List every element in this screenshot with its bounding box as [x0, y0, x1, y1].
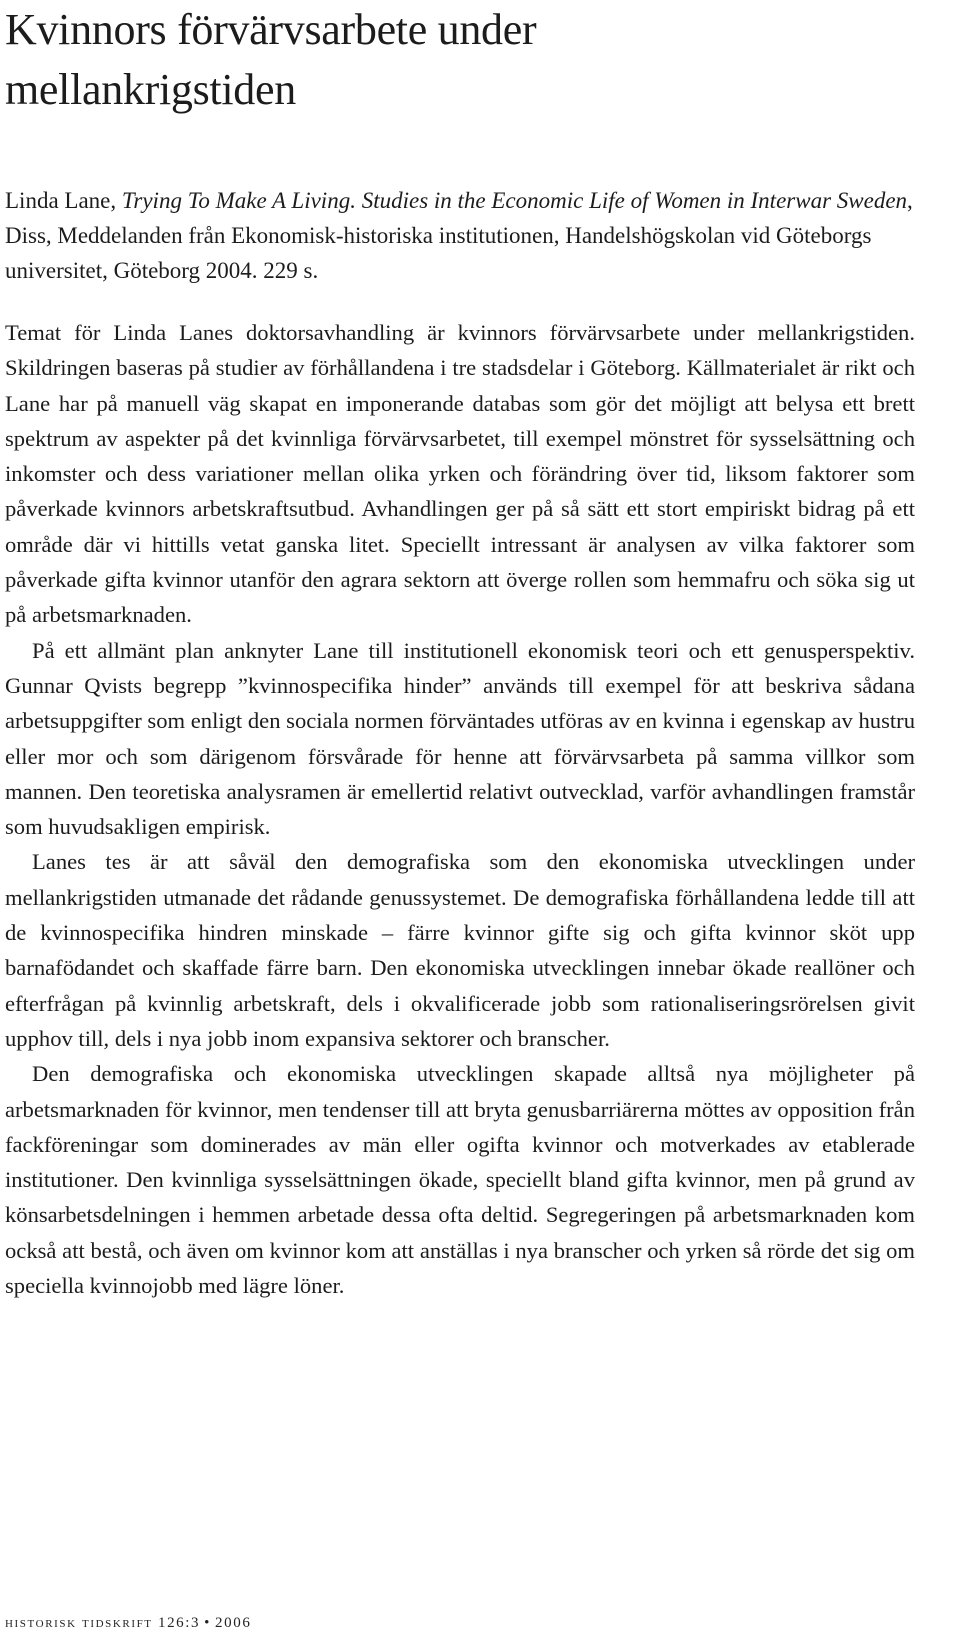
citation-details: , Diss, Meddelanden från Ekonomisk-historiska institutionen, Handelshögskolan vid Göteborgs universitet, Göteborg 2004. 229 s.: [5, 188, 913, 283]
footer-separator: •: [204, 1615, 212, 1631]
body-paragraph: Den demografiska och ekonomiska utvecklingen skapade alltså nya möjligheter på arbetsmarknaden för kvinnor, men tendenser till att bryta genusbarriärerna möttes av opposition från fackföreningar som dominerades av män eller ogifta kvinnor och motverkades av etablerade institutioner. Den kvinnliga sysselsättningen ökade, speciellt bland gifta kvinnor, men på grund av könsarbetsdelningen i hemmen arbetade dessa ofta deltid. Segregeringen på arbetsmarknaden kom också att bestå, och även om kvinnor kom att anställas i nya branscher och yrken så rörde det sig om speciella kvinnojobb med lägre löner.: [5, 1061, 915, 1299]
body-paragraph: På ett allmänt plan anknyter Lane till institutionell ekonomisk teori och ett genusperspektiv. Gunnar Qvists begrepp ”kvinnospecifika hinder” används till exempel för att beskriva sådana arbetsuppgifter som enligt den sociala normen förväntades utföras av en kvinna i egenskap av hustru eller mor och som därigenom försvårade för henne att förvärvsarbeta på samma villkor som mannen. Den teoretiska analysramen är emellertid relativt outvecklad, varför avhandlingen framstår som huvudsakligen empirisk.: [5, 637, 915, 840]
footer-journal: historisk tidskrift: [5, 1615, 153, 1631]
footer-year: 2006: [215, 1615, 252, 1631]
article-title: Kvinnors förvärvsarbete under mellankrigstiden: [5, 5, 537, 114]
body-paragraph: Temat för Linda Lanes doktorsavhandling är kvinnors förvärvsarbete under mellankrigstiden. Skildringen baseras på studier av förhållandena i tre stadsdelar i Göteborg. Källmaterialet är rikt och Lane har på manuell väg skapat en imponerande databas som gör det möjligt att belysa ett brett spektrum av aspekter på det kvinnliga förvärvsarbetet, till exempel mönstret för sysselsättning och inkomster och dess variationer mellan olika yrken och förändring över tid, liksom faktorer som påverkade kvinnors arbetskraftsutbud. Avhandlingen ger på så sätt ett stort empiriskt bidrag på ett område där vi hittills vetat ganska litet. Speciellt intressant är analysen av vilka faktorer som påverkade gifta kvinnor utanför den agrara sektorn att överge rollen som hemmafru och söka sig ut på arbetsmarknaden.: [5, 320, 915, 628]
article-page: [5, 0, 915, 1303]
citation-book-title: Trying To Make A Living. Studies in the Economic Life of Women in Interwar Sweden: [121, 188, 908, 213]
citation-author: Linda Lane,: [5, 188, 122, 213]
body-paragraph: Lanes tes är att såväl den demografiska som den ekonomiska utvecklingen under mellankrigstiden utmanade det rådande genussystemet. De demografiska förhållandena ledde till att de kvinnospecifika hindren minskade – färre kvinnor gifte sig och gifta kvinnor sköt upp barnafödandet och skaffade färre barn. Den ekonomiska utvecklingen innebar ökade reallöner och efterfrågan på kvinnlig arbetskraft, dels i okvalificerade jobb som rationaliseringsrörelsen givit upphov till, dels i nya jobb inom expansiva sektorer och branscher.: [5, 849, 915, 1051]
article-body: [5, 315, 915, 1303]
footer-issue: 126:3: [157, 1615, 201, 1631]
book-citation: [5, 183, 915, 288]
page-footer: [5, 1615, 251, 1632]
